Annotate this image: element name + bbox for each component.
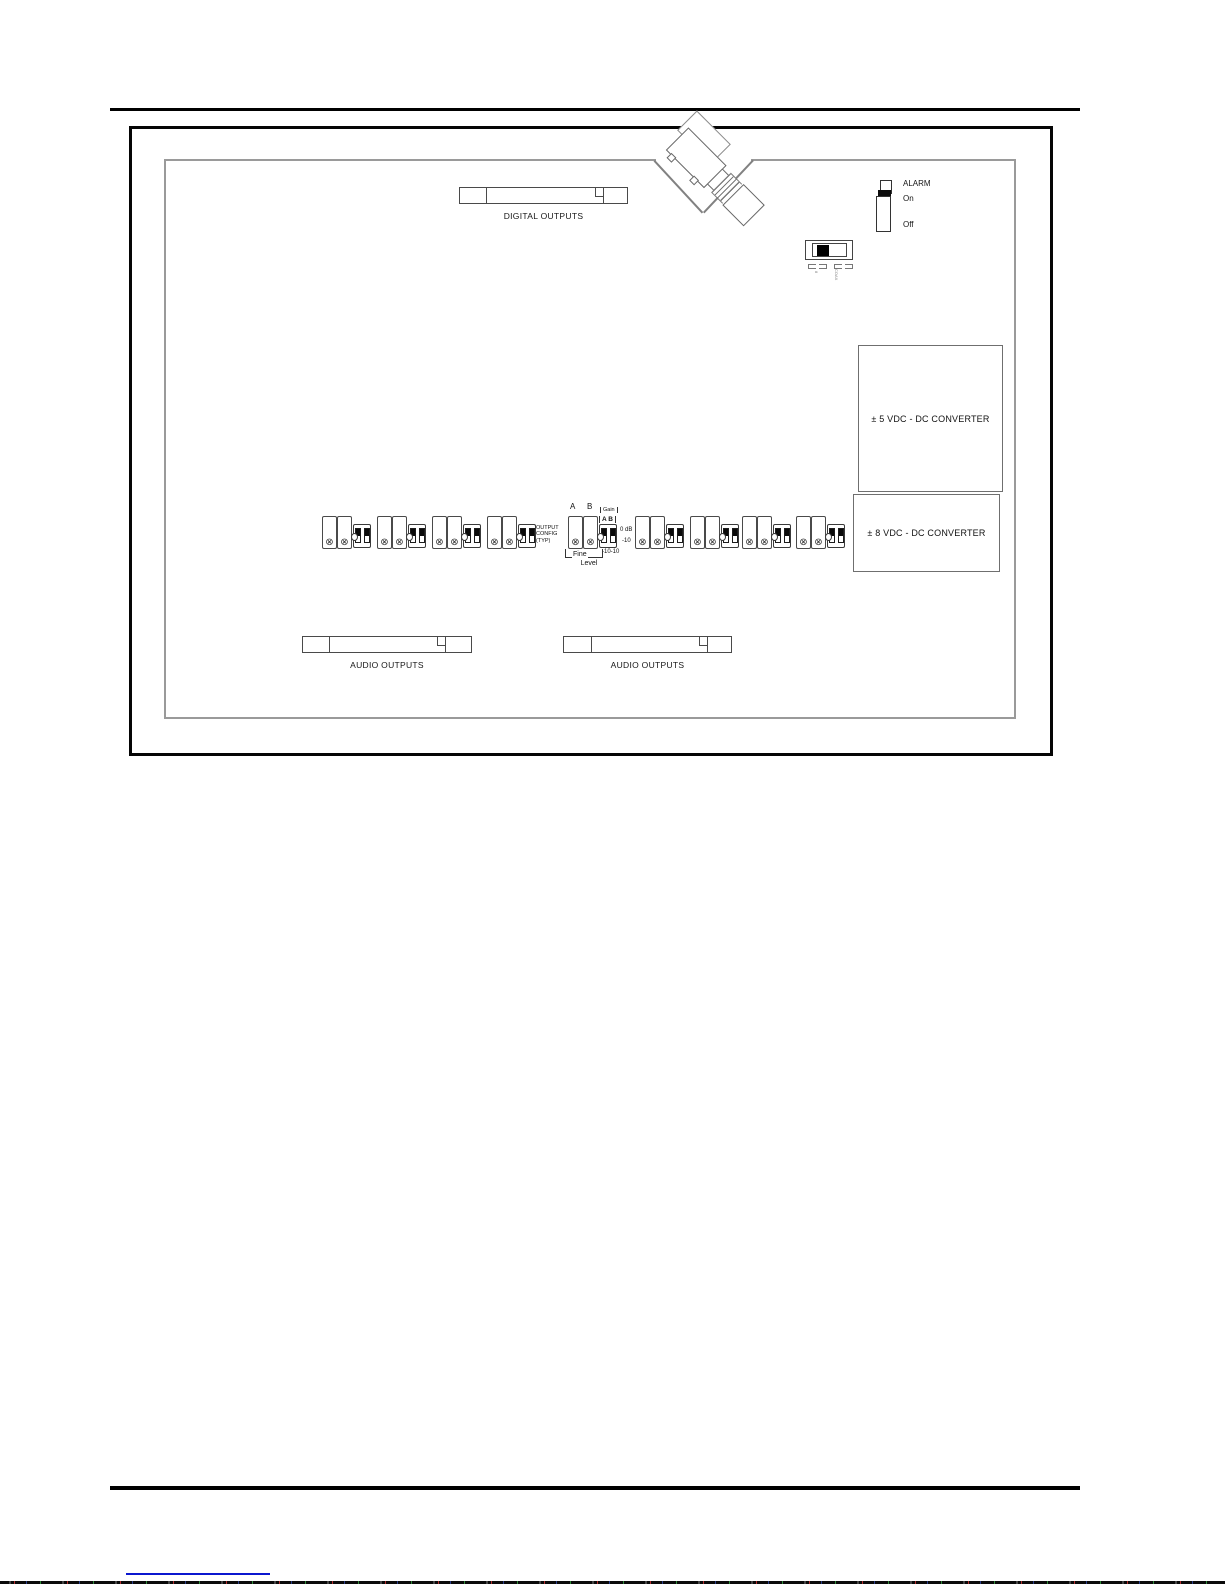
channel-a-label: A bbox=[570, 502, 576, 511]
channel-adjust-group bbox=[796, 516, 846, 550]
dip-lever-icon bbox=[784, 528, 790, 543]
channel-adjust-group bbox=[487, 516, 537, 550]
eight-vdc-converter-label: ± 8 VDC - DC CONVERTER bbox=[867, 528, 986, 538]
dip-switch bbox=[353, 524, 371, 548]
connector-divider bbox=[329, 637, 330, 652]
channel-adjust-group bbox=[635, 516, 685, 550]
trimmer-screw-icon: ⊗ bbox=[325, 537, 334, 548]
dip-lever-icon bbox=[677, 528, 683, 543]
output-config-line1: OUTPUT bbox=[536, 525, 559, 531]
dip-switch bbox=[827, 524, 845, 548]
dip-lever-icon bbox=[355, 528, 361, 543]
connector-divider bbox=[603, 188, 604, 203]
output-config-line2: CONFIG bbox=[536, 531, 558, 538]
gain-setting-label: -10-10 bbox=[602, 549, 620, 555]
trimmer-screw-icon: ⊗ bbox=[745, 537, 754, 548]
trimmer-pot bbox=[447, 516, 462, 549]
termination-right-tag: COAX bbox=[834, 269, 839, 281]
trimmer-pot bbox=[650, 516, 665, 549]
gain-label: Gain bbox=[600, 507, 618, 513]
trimmer-pot bbox=[811, 516, 826, 549]
solder-pad-icon bbox=[808, 264, 816, 269]
page-top-rule bbox=[110, 108, 1080, 111]
dip-lever-icon bbox=[723, 528, 729, 543]
alarm-off-label: Off bbox=[903, 220, 914, 229]
trimmer-screw-icon: ⊗ bbox=[395, 537, 404, 548]
trimmer-screw-icon: ⊗ bbox=[505, 537, 514, 548]
audio-outputs-right-label: AUDIO OUTPUTS bbox=[610, 660, 685, 670]
gain-minus10-label: -10 bbox=[622, 538, 631, 544]
solder-pad-icon bbox=[845, 264, 853, 269]
dip-lever-icon bbox=[410, 528, 416, 543]
trimmer-pot bbox=[392, 516, 407, 549]
trimmer-screw-icon: ⊗ bbox=[340, 537, 349, 548]
channel-adjust-group bbox=[377, 516, 427, 550]
dip-switch bbox=[463, 524, 481, 548]
fine-label: Fine bbox=[573, 551, 587, 558]
dip-lever-icon bbox=[775, 528, 781, 543]
output-config-line3: (TYP) bbox=[536, 537, 551, 544]
dip-lever-icon bbox=[520, 528, 526, 543]
solder-pad-icon bbox=[819, 264, 827, 269]
trimmer-pot bbox=[432, 516, 447, 549]
five-vdc-converter bbox=[858, 345, 1003, 492]
trimmer-screw-icon: ⊗ bbox=[638, 537, 647, 548]
trimmer-pot bbox=[742, 516, 757, 549]
dip-lever-icon bbox=[474, 528, 480, 543]
dip-switch bbox=[599, 524, 617, 548]
trimmer-screw-icon: ⊗ bbox=[693, 537, 702, 548]
dip-lever-icon bbox=[732, 528, 738, 543]
trimmer-pot bbox=[635, 516, 650, 549]
trimmer-pot bbox=[322, 516, 337, 549]
termination-left-tag: 8 bbox=[814, 271, 819, 274]
dip-lever-icon bbox=[529, 528, 535, 543]
trimmer-screw-icon: ⊗ bbox=[814, 537, 823, 548]
dip-lever-icon bbox=[668, 528, 674, 543]
trimmer-pot bbox=[690, 516, 705, 549]
trimmer-pot bbox=[796, 516, 811, 549]
dip-lever-icon bbox=[601, 528, 607, 543]
connector-divider bbox=[707, 637, 708, 652]
trimmer-pot bbox=[583, 516, 598, 549]
trimmer-screw-icon: ⊗ bbox=[490, 537, 499, 548]
eight-vdc-converter bbox=[853, 494, 1000, 572]
gain-0db-label: 0 dB bbox=[620, 527, 633, 533]
dip-lever-icon bbox=[465, 528, 471, 543]
gain-channels-label: A B bbox=[599, 516, 616, 523]
scan-edge-artifact bbox=[0, 1581, 1225, 1584]
audio-outputs-connector-right bbox=[563, 636, 732, 653]
digital-outputs-connector bbox=[459, 187, 628, 204]
connector-divider bbox=[486, 188, 487, 203]
trimmer-screw-icon: ⊗ bbox=[760, 537, 769, 548]
trimmer-pot bbox=[502, 516, 517, 549]
level-label: Level bbox=[580, 560, 598, 567]
trimmer-pot bbox=[705, 516, 720, 549]
dip-switch bbox=[721, 524, 739, 548]
trimmer-screw-icon: ⊗ bbox=[586, 537, 595, 548]
channel-adjust-group bbox=[432, 516, 482, 550]
five-vdc-converter-label: ± 5 VDC - DC CONVERTER bbox=[871, 413, 990, 424]
board-top-edge-left bbox=[164, 159, 656, 161]
trimmer-screw-icon: ⊗ bbox=[380, 537, 389, 548]
alarm-label: ALARM bbox=[903, 179, 931, 188]
trimmer-screw-icon: ⊗ bbox=[571, 537, 580, 548]
trimmer-pot bbox=[757, 516, 772, 549]
trimmer-pot bbox=[568, 516, 583, 549]
dip-lever-icon bbox=[838, 528, 844, 543]
channel-adjust-group bbox=[690, 516, 740, 550]
trimmer-screw-icon: ⊗ bbox=[708, 537, 717, 548]
trimmer-pot bbox=[337, 516, 352, 549]
trimmer-screw-icon: ⊗ bbox=[653, 537, 662, 548]
trimmer-screw-icon: ⊗ bbox=[450, 537, 459, 548]
audio-outputs-connector-left bbox=[302, 636, 472, 653]
dip-switch bbox=[518, 524, 536, 548]
connector-divider bbox=[591, 637, 592, 652]
trimmer-screw-icon: ⊗ bbox=[435, 537, 444, 548]
dip-lever-icon bbox=[829, 528, 835, 543]
dip-switch bbox=[666, 524, 684, 548]
page-bottom-rule bbox=[110, 1486, 1080, 1490]
dip-switch bbox=[773, 524, 791, 548]
channel-adjust-group bbox=[322, 516, 372, 550]
dip-switch bbox=[408, 524, 426, 548]
channel-adjust-group bbox=[742, 516, 792, 550]
digital-outputs-label: DIGITAL OUTPUTS bbox=[503, 211, 584, 221]
dip-lever-icon bbox=[419, 528, 425, 543]
footer-link-underline bbox=[126, 1573, 270, 1575]
trimmer-pot bbox=[487, 516, 502, 549]
alarm-on-label: On bbox=[903, 194, 914, 203]
board-top-edge-right bbox=[751, 159, 1016, 161]
dip-lever-icon bbox=[610, 528, 616, 543]
channel-b-label: B bbox=[587, 502, 593, 511]
output-config-note bbox=[536, 525, 559, 544]
connector-divider bbox=[445, 637, 446, 652]
audio-outputs-left-label: AUDIO OUTPUTS bbox=[350, 660, 424, 670]
trimmer-screw-icon: ⊗ bbox=[799, 537, 808, 548]
dip-lever-icon bbox=[364, 528, 370, 543]
trimmer-pot bbox=[377, 516, 392, 549]
alarm-switch-body bbox=[876, 196, 891, 232]
termination-switch-knob bbox=[817, 245, 829, 256]
